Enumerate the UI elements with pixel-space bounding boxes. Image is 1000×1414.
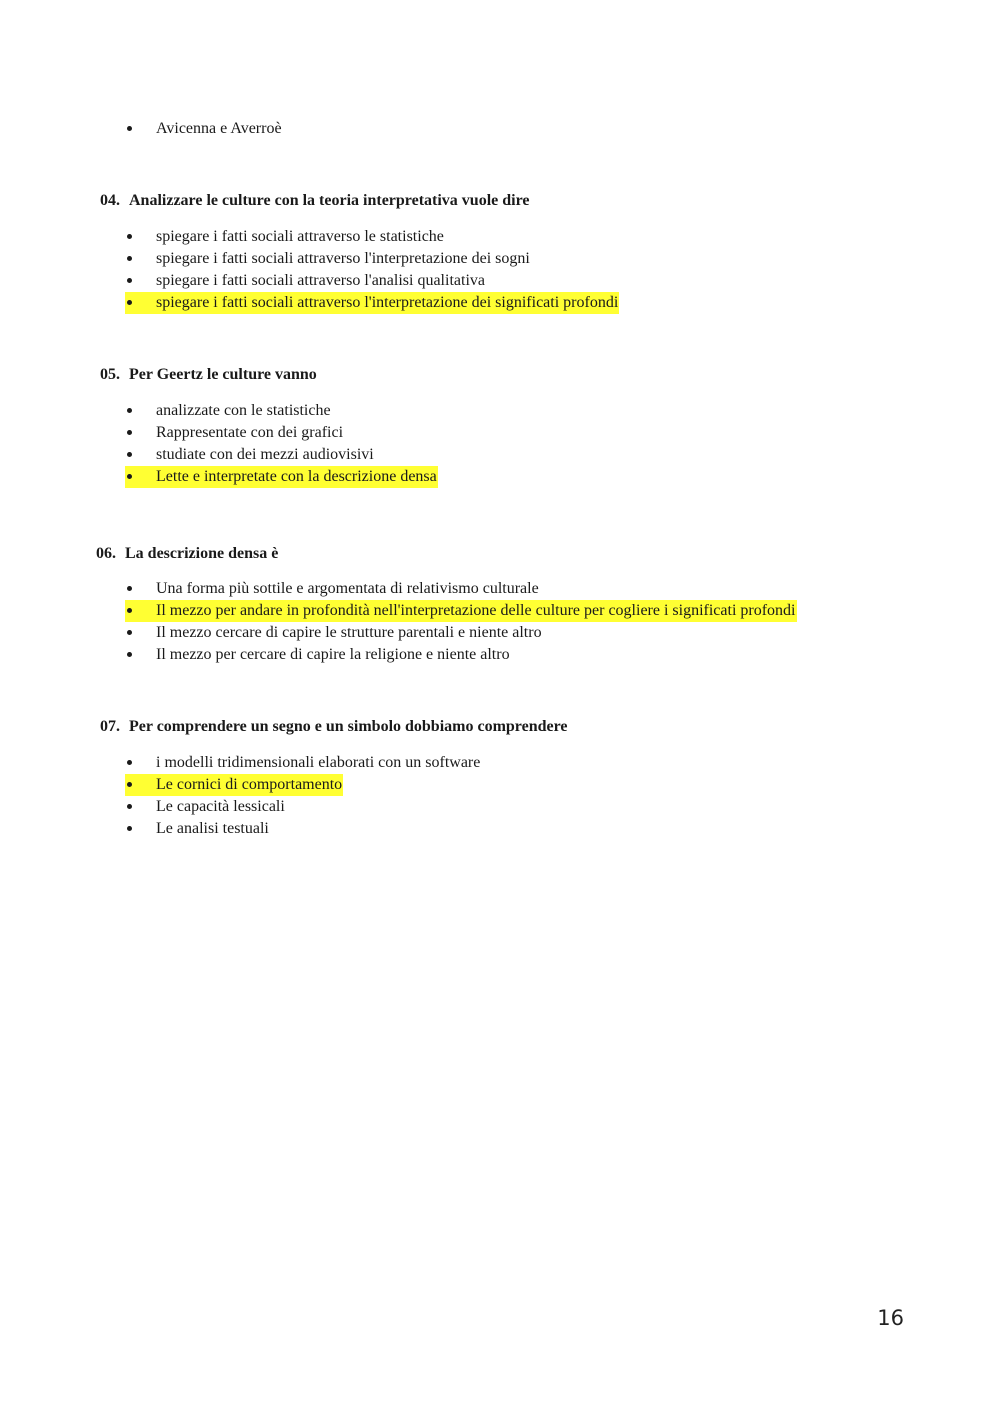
highlighted-answer: Lette e interpretate con la descrizione densa	[125, 466, 438, 488]
question-04	[100, 190, 530, 212]
question-number: 04.	[100, 192, 120, 209]
question-06	[96, 543, 278, 565]
list-item: spiegare i fatti sociali attraverso l'analisi qualitativa	[156, 272, 485, 289]
page-number: 16	[877, 1306, 904, 1330]
question-number: 05.	[100, 366, 120, 383]
list-item: studiate con dei mezzi audiovisivi	[156, 446, 374, 463]
list-item: Una forma più sottile e argomentata di relativismo culturale	[156, 580, 539, 597]
document-page: Avicenna e Averroè 04. Analizzare le culture con la teoria interpretativa vuole dire spiegare i fatti sociali attraverso le statistiche spiegare i fatti sociali attraverso l'interpretazione dei sogni spiegare i fatti sociali attraverso l'analisi qualitativa spiegare i fatti sociali attraverso l'interpretazione dei significati profondi 05. Per Geertz le culture vanno analizzate con le statistiche Rappresentate con dei grafici studiate con dei mezzi audiovisivi Lette e interpretate con la descrizione densa 06. La descrizione densa è Una forma più sottile e argomentata di relativismo culturale Il mezzo per andare in profondità nell'interpretazione delle culture per cogliere i significati profondi Il mezzo cercare di capire le strutture parentali e niente altro Il mezzo per cercare di capire la religione e niente altro 07. Per comprendere un segno e un simbolo dobbiamo comprendere i modelli tridimensionali elaborati con un software Le cornici di comportamento Le capacità lessicali Le analisi testuali 16	[96, 120, 904, 1330]
question-text: Per Geertz le culture vanno	[129, 366, 317, 383]
question-05	[100, 364, 317, 386]
list-item: Rappresentate con dei grafici	[156, 424, 344, 441]
question-text: La descrizione densa è	[125, 545, 279, 562]
options-06	[125, 578, 797, 666]
highlighted-answer: Il mezzo per andare in profondità nell'interpretazione delle culture per cogliere i significati profondi	[125, 600, 797, 622]
question-text: Analizzare le culture con la teoria interpretativa vuole dire	[129, 192, 530, 209]
list-item: spiegare i fatti sociali attraverso le statistiche	[156, 228, 444, 245]
list-item: Le capacità lessicali	[156, 798, 285, 815]
highlighted-answer: Le cornici di comportamento	[125, 774, 343, 796]
list-item: Il mezzo cercare di capire le strutture parentali e niente altro	[156, 624, 542, 641]
options-05	[125, 400, 438, 488]
list-item: Il mezzo per cercare di capire la religione e niente altro	[156, 646, 510, 663]
question-text: Per comprendere un segno e un simbolo dobbiamo comprendere	[129, 718, 568, 735]
list-item: Le analisi testuali	[156, 820, 269, 837]
question-number: 07.	[100, 718, 120, 735]
highlighted-answer: spiegare i fatti sociali attraverso l'interpretazione dei significati profondi	[125, 292, 619, 314]
options-07	[125, 752, 481, 840]
list-item: analizzate con le statistiche	[156, 402, 331, 419]
options-04	[125, 226, 619, 314]
list-item: i modelli tridimensionali elaborati con un software	[156, 754, 481, 771]
question-number: 06.	[96, 545, 116, 562]
question-07	[100, 716, 568, 738]
list-item: spiegare i fatti sociali attraverso l'interpretazione dei sogni	[156, 250, 530, 267]
